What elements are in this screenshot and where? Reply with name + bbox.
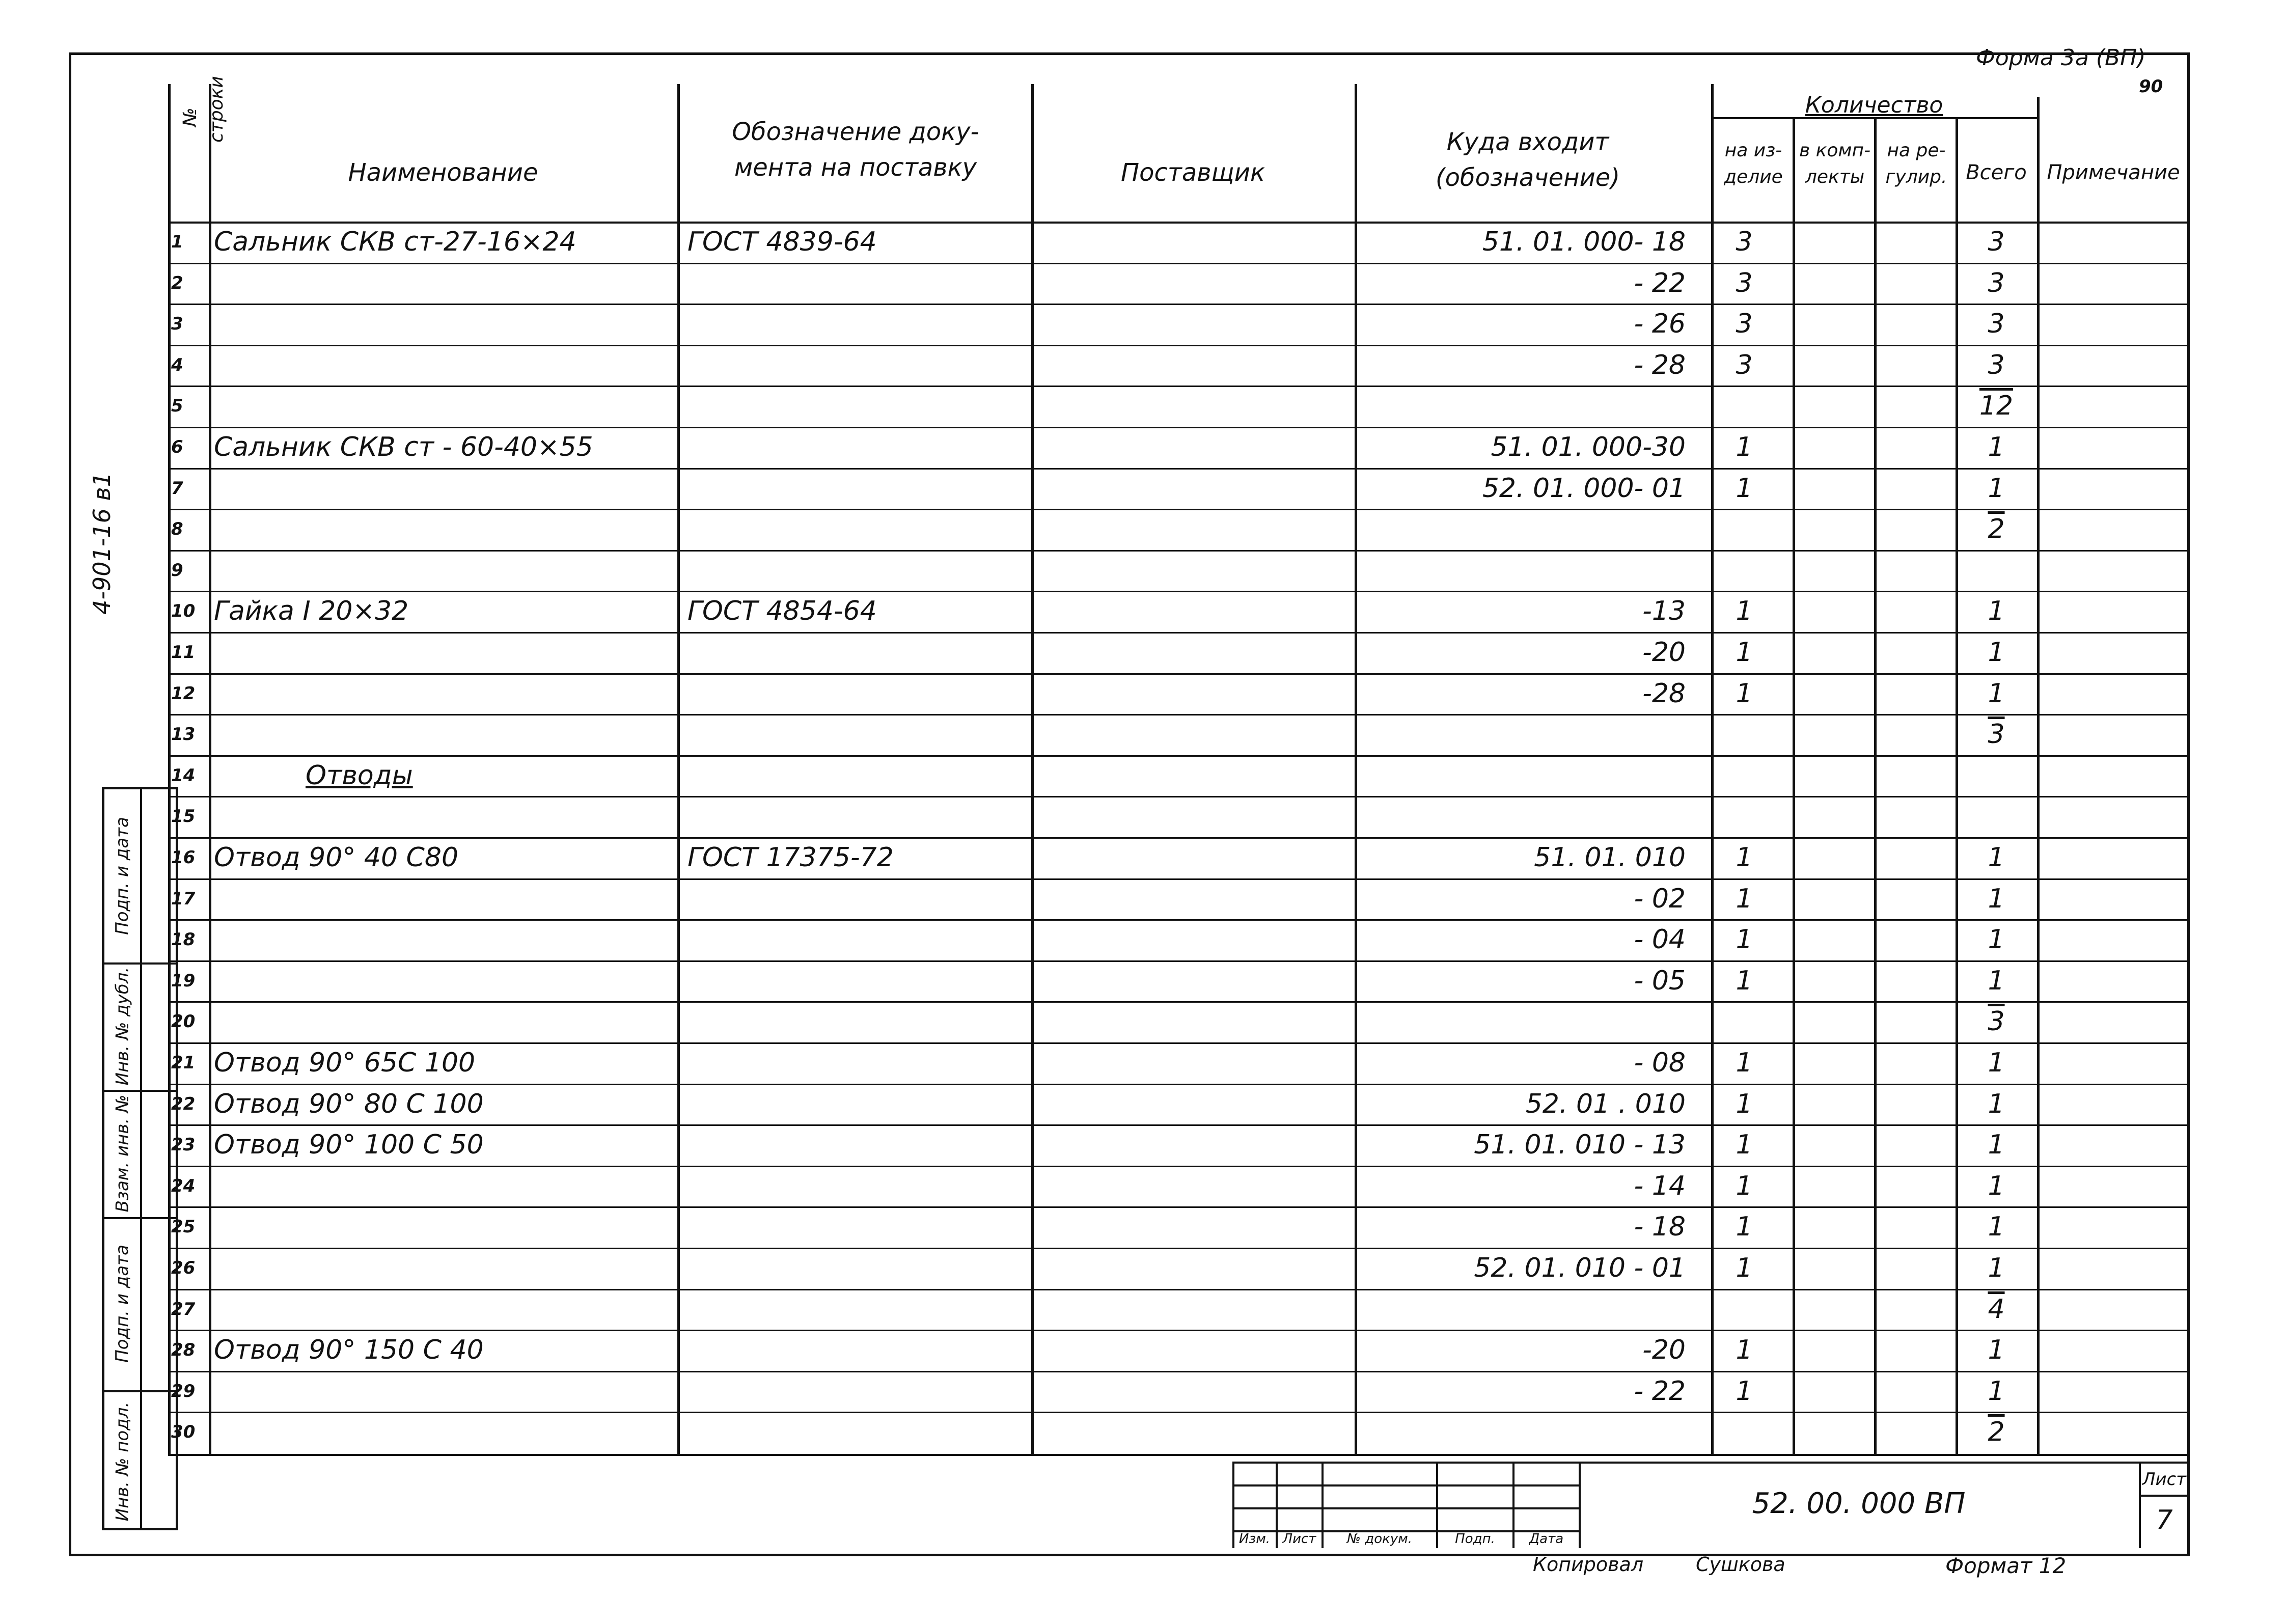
row-name: Отвод 90° 150 С 40 (214, 1335, 484, 1366)
row-where: 51. 01. 000-30 (1491, 432, 1686, 462)
row-qty-total: 1 (1988, 596, 2005, 627)
table-row (0, 386, 2285, 427)
row-qty-item: 3 (1736, 227, 1753, 257)
header-qty-total: Всего (1966, 161, 2027, 184)
row-qty-item (1716, 714, 1772, 755)
row-where: -13 (1642, 596, 1686, 627)
row-qty-item (1716, 509, 1772, 549)
row-qty-item: 3 (1736, 267, 1753, 298)
table-row (0, 509, 2285, 550)
form-label: Форма 3а (ВП) (1976, 45, 2146, 71)
row-where (1360, 796, 1686, 837)
row-where: - 02 (1634, 883, 1686, 914)
row-qty-item: 1 (1736, 1088, 1753, 1119)
row-qty-item (1716, 1412, 1772, 1452)
row-qty-item: 1 (1736, 473, 1753, 504)
row-qty-item: 1 (1736, 596, 1753, 627)
row-qty-item: 1 (1736, 1335, 1753, 1366)
row-qty-total: 1 (1988, 1335, 2005, 1366)
row-qty-total: 1 (1988, 965, 2005, 996)
row-qty-total (1961, 550, 2032, 591)
header-note: Примечание (2047, 161, 2180, 184)
row-name: Отвод 90° 80 С 100 (214, 1088, 484, 1119)
table-row (0, 878, 2285, 920)
header-where: Куда входит (обозначение) (1435, 128, 1620, 192)
row-name: Сальник СКВ ст - 60-40×55 (214, 432, 593, 462)
row-number: 17 (171, 888, 196, 909)
top-page-number: 90 (2139, 76, 2163, 97)
side-code: 4-901-16 в1 (88, 472, 116, 615)
sidebar-sign-date-2: Подп. и дата (112, 1245, 133, 1363)
footer-copier: Сушкова (1696, 1553, 1785, 1576)
row-where: 52. 01. 010 - 01 (1474, 1253, 1686, 1283)
row-where: - 05 (1634, 965, 1686, 996)
row-where: - 18 (1634, 1212, 1686, 1243)
row-qty-item: 1 (1736, 1048, 1753, 1078)
row-qty-item: 1 (1736, 432, 1753, 462)
table-row (0, 632, 2285, 673)
table-row (0, 591, 2285, 632)
table-row (0, 468, 2285, 509)
row-qty-item: 1 (1736, 1375, 1753, 1407)
row-number: 26 (171, 1258, 196, 1278)
row-qty-total: 3 (1988, 1006, 2005, 1037)
row-number: 15 (171, 806, 196, 827)
table-row (0, 714, 2285, 755)
row-number: 14 (171, 765, 196, 786)
row-qty-item: 1 (1736, 883, 1753, 914)
row-name: Отвод 90° 100 С 50 (214, 1130, 484, 1161)
row-name: Отвод 90° 40 С80 (214, 842, 459, 873)
row-where (1360, 1412, 1686, 1452)
table-row (0, 673, 2285, 714)
row-qty-item: 1 (1736, 1130, 1753, 1161)
row-where: - 28 (1634, 349, 1686, 380)
row-where (1360, 509, 1686, 549)
row-number: 3 (171, 314, 183, 335)
table-row (0, 222, 2285, 263)
table-row (0, 1001, 2285, 1042)
row-qty-total: 3 (1988, 349, 2005, 380)
row-number: 22 (171, 1093, 196, 1114)
row-number: 6 (171, 437, 183, 457)
title-block (1232, 1462, 2190, 1548)
row-qty-total: 2 (1988, 514, 2005, 545)
sidebar-sign-date-1: Подп. и дата (112, 817, 133, 935)
sidebar-dup-inv: Инв. № дубл. (112, 967, 132, 1086)
footer-copied-label: Копировал (1533, 1553, 1644, 1576)
row-where (1360, 714, 1686, 755)
row-number: 10 (171, 601, 196, 622)
row-number: 28 (171, 1340, 196, 1361)
table-row (0, 837, 2285, 878)
tb-designation: 52. 00. 000 ВП (1752, 1487, 1966, 1520)
sidebar-orig-inv: Инв. № подл. (112, 1401, 133, 1522)
row-where: -28 (1642, 678, 1686, 709)
header-qty-group: Количество (1805, 92, 1943, 118)
table-row (0, 345, 2285, 386)
row-where: - 08 (1634, 1048, 1686, 1078)
row-qty-item: 3 (1736, 349, 1753, 380)
header-qty-reg: на ре- гулир. (1885, 140, 1947, 188)
row-qty-total: 3 (1988, 719, 2005, 750)
table-row (0, 1206, 2285, 1248)
row-doc: ГОСТ 17375-72 (687, 842, 894, 873)
row-where: 51. 01. 010 (1534, 842, 1686, 873)
row-number: 16 (171, 847, 196, 868)
row-qty-total: 1 (1988, 842, 2005, 873)
row-qty-item: 1 (1736, 965, 1753, 996)
row-qty-item (1716, 755, 1772, 796)
row-number: 2 (171, 272, 183, 293)
table-row (0, 1042, 2285, 1084)
row-where: 51. 01. 010 - 13 (1474, 1130, 1686, 1161)
table-row (0, 1166, 2285, 1207)
row-qty-total (1961, 796, 2032, 837)
row-number: 5 (171, 396, 183, 417)
header-qty-kit: в комп- лекты (1799, 140, 1871, 188)
row-where: 52. 01 . 010 (1525, 1088, 1686, 1119)
tb-col-sign: Подп. (1455, 1531, 1495, 1547)
row-qty-item: 1 (1736, 1253, 1753, 1283)
row-qty-item: 1 (1736, 842, 1753, 873)
table-row (0, 1330, 2285, 1371)
row-qty-total: 12 (1979, 391, 2014, 422)
row-qty-total: 1 (1988, 432, 2005, 462)
row-qty-total: 1 (1988, 924, 2005, 955)
table-row (0, 1248, 2285, 1289)
table-row (0, 1289, 2285, 1330)
tb-col-date: Дата (1529, 1531, 1564, 1547)
row-qty-item: 1 (1736, 924, 1753, 955)
table-row (0, 919, 2285, 960)
row-qty-total: 1 (1988, 473, 2005, 504)
row-number: 29 (171, 1381, 196, 1401)
row-doc: ГОСТ 4839-64 (687, 227, 877, 257)
sidebar-replace-inv: Взам. инв. № (112, 1094, 133, 1213)
row-number: 11 (171, 642, 196, 663)
row-number: 27 (171, 1299, 196, 1319)
row-qty-total: 1 (1988, 1130, 2005, 1161)
row-where (1360, 755, 1686, 796)
row-qty-total: 3 (1988, 227, 2005, 257)
row-qty-total: 1 (1988, 1375, 2005, 1407)
row-number: 23 (171, 1135, 196, 1155)
row-qty-total: 1 (1988, 883, 2005, 914)
side-stamp (102, 787, 178, 1530)
tb-col-rev: Изм. (1238, 1531, 1271, 1547)
header-name: Наименование (348, 158, 538, 187)
row-qty-total: 2 (1988, 1417, 2005, 1448)
row-where: - 04 (1634, 924, 1686, 955)
row-where: - 26 (1634, 309, 1686, 340)
row-qty-total: 4 (1988, 1293, 2005, 1325)
table-row (0, 263, 2285, 304)
header-supplier: Поставщик (1121, 158, 1265, 187)
row-number: 13 (171, 724, 196, 745)
header-qty-item: на из- делие (1724, 140, 1783, 188)
header-doc: Обозначение доку- мента на поставку (732, 118, 979, 182)
row-qty-total: 3 (1988, 309, 2005, 340)
table-row (0, 1084, 2285, 1125)
table-row (0, 1371, 2285, 1412)
row-qty-total: 1 (1988, 1048, 2005, 1078)
tb-col-doc: № докум. (1346, 1531, 1413, 1547)
row-number: 4 (171, 354, 183, 375)
row-where (1360, 550, 1686, 591)
row-qty-total: 1 (1988, 1212, 2005, 1243)
row-number: 18 (171, 929, 196, 950)
row-where: 51. 01. 000- 18 (1482, 227, 1686, 257)
row-qty-total: 1 (1988, 1170, 2005, 1201)
row-qty-item: 1 (1736, 1170, 1753, 1201)
table-row (0, 755, 2285, 796)
row-where: 52. 01. 000- 01 (1482, 473, 1686, 504)
row-qty-item: 3 (1736, 309, 1753, 340)
row-qty-total: 1 (1988, 637, 2005, 668)
row-number: 12 (171, 683, 196, 704)
row-name: Отводы (306, 760, 413, 791)
row-where: - 22 (1634, 267, 1686, 298)
row-qty-item (1716, 1001, 1772, 1042)
row-number: 9 (171, 560, 183, 581)
row-number: 21 (171, 1053, 196, 1073)
row-doc: ГОСТ 4854-64 (687, 596, 877, 627)
row-qty-item: 1 (1736, 637, 1753, 668)
table-row (0, 1124, 2285, 1166)
row-qty-total (1961, 755, 2032, 796)
row-qty-total: 1 (1988, 1253, 2005, 1283)
row-number: 7 (171, 478, 183, 499)
row-where (1360, 386, 1686, 426)
row-number: 1 (171, 232, 183, 252)
row-where (1360, 1001, 1686, 1042)
row-qty-item (1716, 550, 1772, 591)
table-row (0, 304, 2285, 345)
table-row (0, 960, 2285, 1002)
tb-sheet-num: 7 (2156, 1505, 2173, 1535)
row-qty-item (1716, 1289, 1772, 1330)
row-qty-item: 1 (1736, 678, 1753, 709)
row-name: Гайка I 20×32 (214, 596, 409, 627)
header-row-num: № строки (180, 76, 228, 143)
tb-sheet-label: Лист (2142, 1469, 2187, 1490)
table-row (0, 1412, 2285, 1453)
row-qty-item (1716, 386, 1772, 426)
row-qty-total: 1 (1988, 1088, 2005, 1119)
row-name: Отвод 90° 65С 100 (214, 1048, 476, 1078)
table-row (0, 427, 2285, 468)
row-where (1360, 1289, 1686, 1330)
row-number: 25 (171, 1217, 196, 1237)
row-number: 24 (171, 1175, 196, 1196)
row-qty-total: 1 (1988, 678, 2005, 709)
row-number: 19 (171, 970, 196, 991)
row-where: - 22 (1634, 1375, 1686, 1407)
row-qty-item (1716, 796, 1772, 837)
row-qty-item: 1 (1736, 1212, 1753, 1243)
row-where: -20 (1642, 637, 1686, 668)
row-number: 30 (171, 1422, 196, 1443)
row-number: 8 (171, 519, 183, 540)
row-where: - 14 (1634, 1170, 1686, 1201)
footer-format: Формат 12 (1945, 1553, 2067, 1578)
table-row (0, 796, 2285, 837)
row-where: -20 (1642, 1335, 1686, 1366)
table-row (0, 550, 2285, 591)
tb-col-sheet: Лист (1282, 1531, 1316, 1547)
row-number: 20 (171, 1011, 196, 1032)
row-qty-total: 3 (1988, 267, 2005, 298)
row-name: Сальник СКВ ст-27-16×24 (214, 227, 576, 257)
